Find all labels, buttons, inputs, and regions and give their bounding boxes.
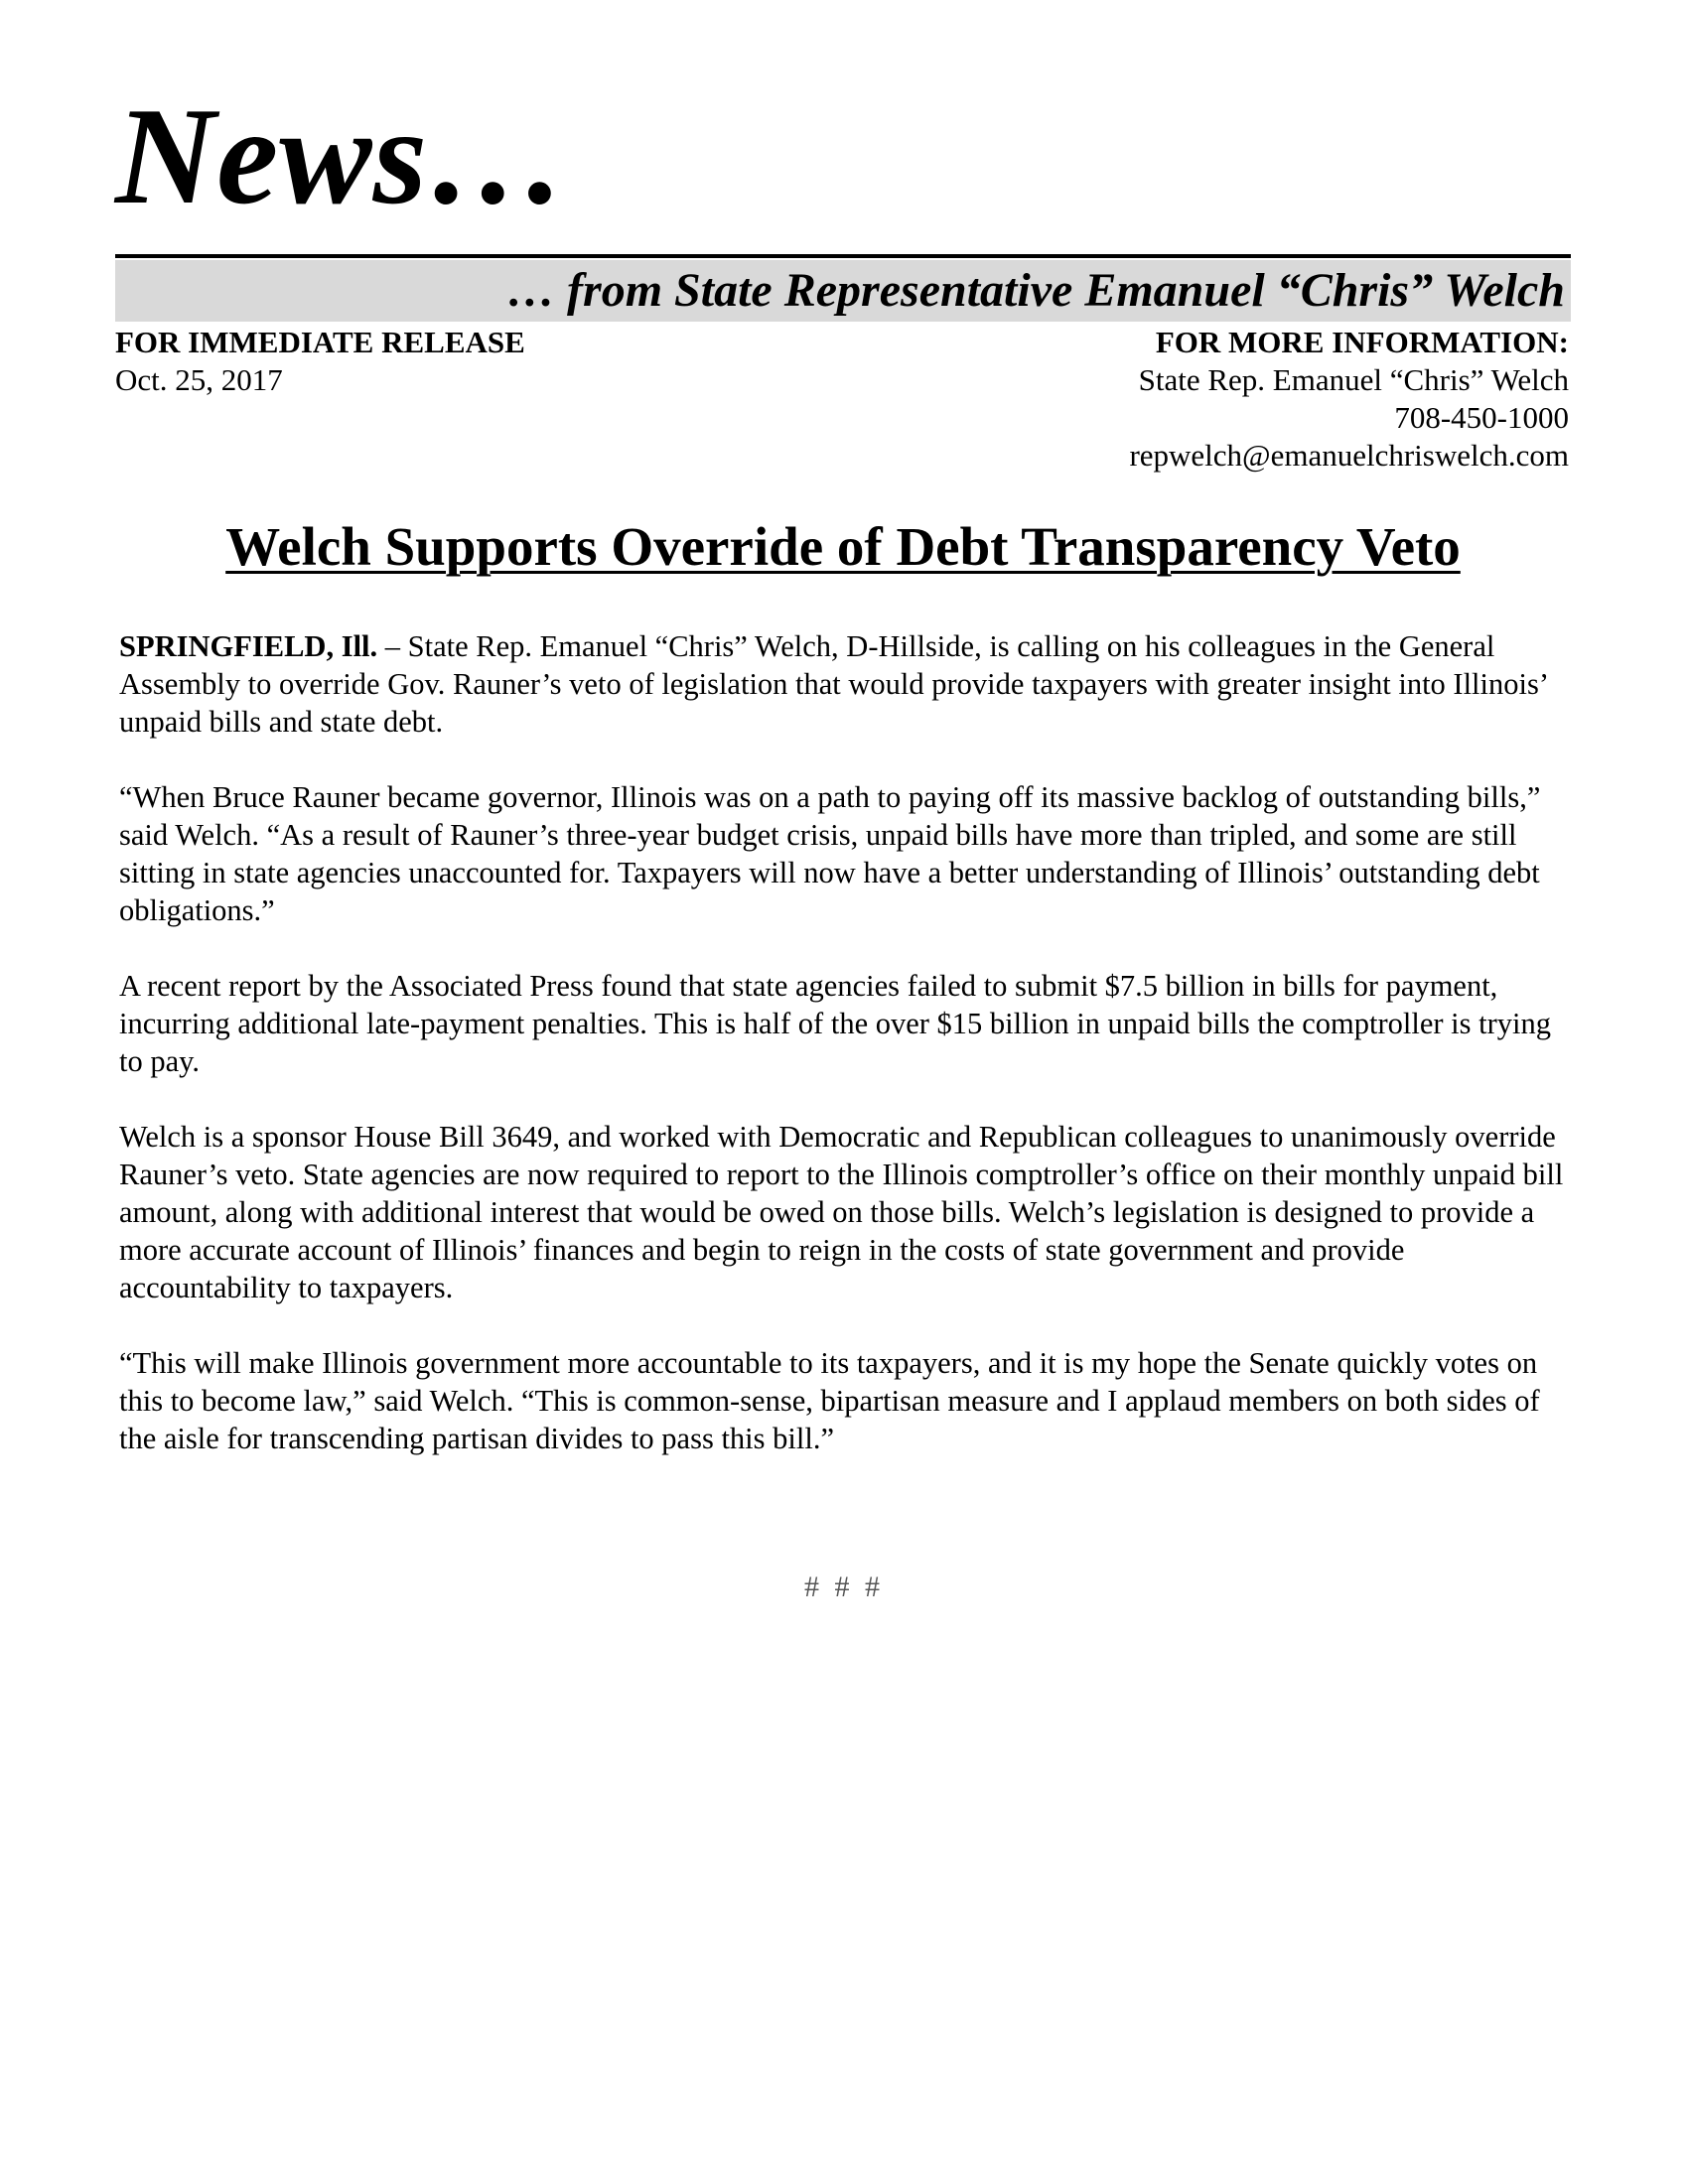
release-info: [115, 324, 525, 399]
masthead-tagline: … from State Representative Emanuel “Chris” Welch: [507, 264, 1565, 317]
release-label: FOR IMMEDIATE RELEASE: [115, 325, 525, 359]
lead-paragraph: [119, 627, 1569, 741]
end-mark: # # #: [804, 1570, 884, 1603]
contact-phone: 708-450-1000: [1394, 400, 1569, 435]
dateline: SPRINGFIELD, Ill.: [119, 629, 378, 663]
release-date: Oct. 25, 2017: [115, 362, 283, 397]
masthead-rule: [115, 254, 1571, 258]
contact-info: [1129, 324, 1569, 475]
body-paragraph: “This will make Illinois government more accountable to its taxpayers, and it is my hope the Senate quickly votes on this to become law,” said Welch. “This is common-sense, bipartisan measure and I applaud members on both sides of the aisle for transcending partisan divides to pass this bill.”: [119, 1346, 1540, 1455]
tagline-band: [115, 260, 1571, 322]
contact-name: State Rep. Emanuel “Chris” Welch: [1138, 362, 1569, 397]
headline: Welch Supports Override of Debt Transparency Veto: [225, 516, 1461, 577]
body-paragraph: “When Bruce Rauner became governor, Illinois was on a path to paying off its massive backlog of outstanding bills,” said Welch. “As a result of Rauner’s three-year budget crisis, unpaid bills have more than tripled, and some are still sitting in state agencies unaccounted for. Taxpayers will now have a better understanding of Illinois’ outstanding debt obligations.”: [119, 780, 1541, 927]
contact-label: FOR MORE INFORMATION:: [1155, 325, 1569, 359]
article-body: [119, 627, 1569, 1495]
lead-text: – State Rep. Emanuel “Chris” Welch, D-Hillside, is calling on his colleagues in the General Assembly to override Gov. Rauner’s veto of legislation that would provide taxpayers with greater insight into Illinois’ unpaid bills and state debt.: [119, 629, 1547, 739]
body-paragraph: A recent report by the Associated Press found that state agencies failed to submit $7.5 billion in bills for payment, incurring additional late-payment penalties. This is half of the over $15 billion in unpaid bills the comptroller is trying to pay.: [119, 969, 1551, 1078]
contact-email: repwelch@emanuelchriswelch.com: [1129, 438, 1569, 473]
body-paragraph: Welch is a sponsor House Bill 3649, and worked with Democratic and Republican colleagues to unanimously override Rauner’s veto. State agencies are now required to report to the Illinois comptroller’s office on their monthly unpaid bill amount, along with additional interest that would be owed on those bills. Welch’s legislation is designed to provide a more accurate account of Illinois’ finances and begin to reign in the costs of state government and provide accountability to taxpayers.: [119, 1120, 1564, 1304]
masthead-title: News…: [115, 79, 569, 233]
